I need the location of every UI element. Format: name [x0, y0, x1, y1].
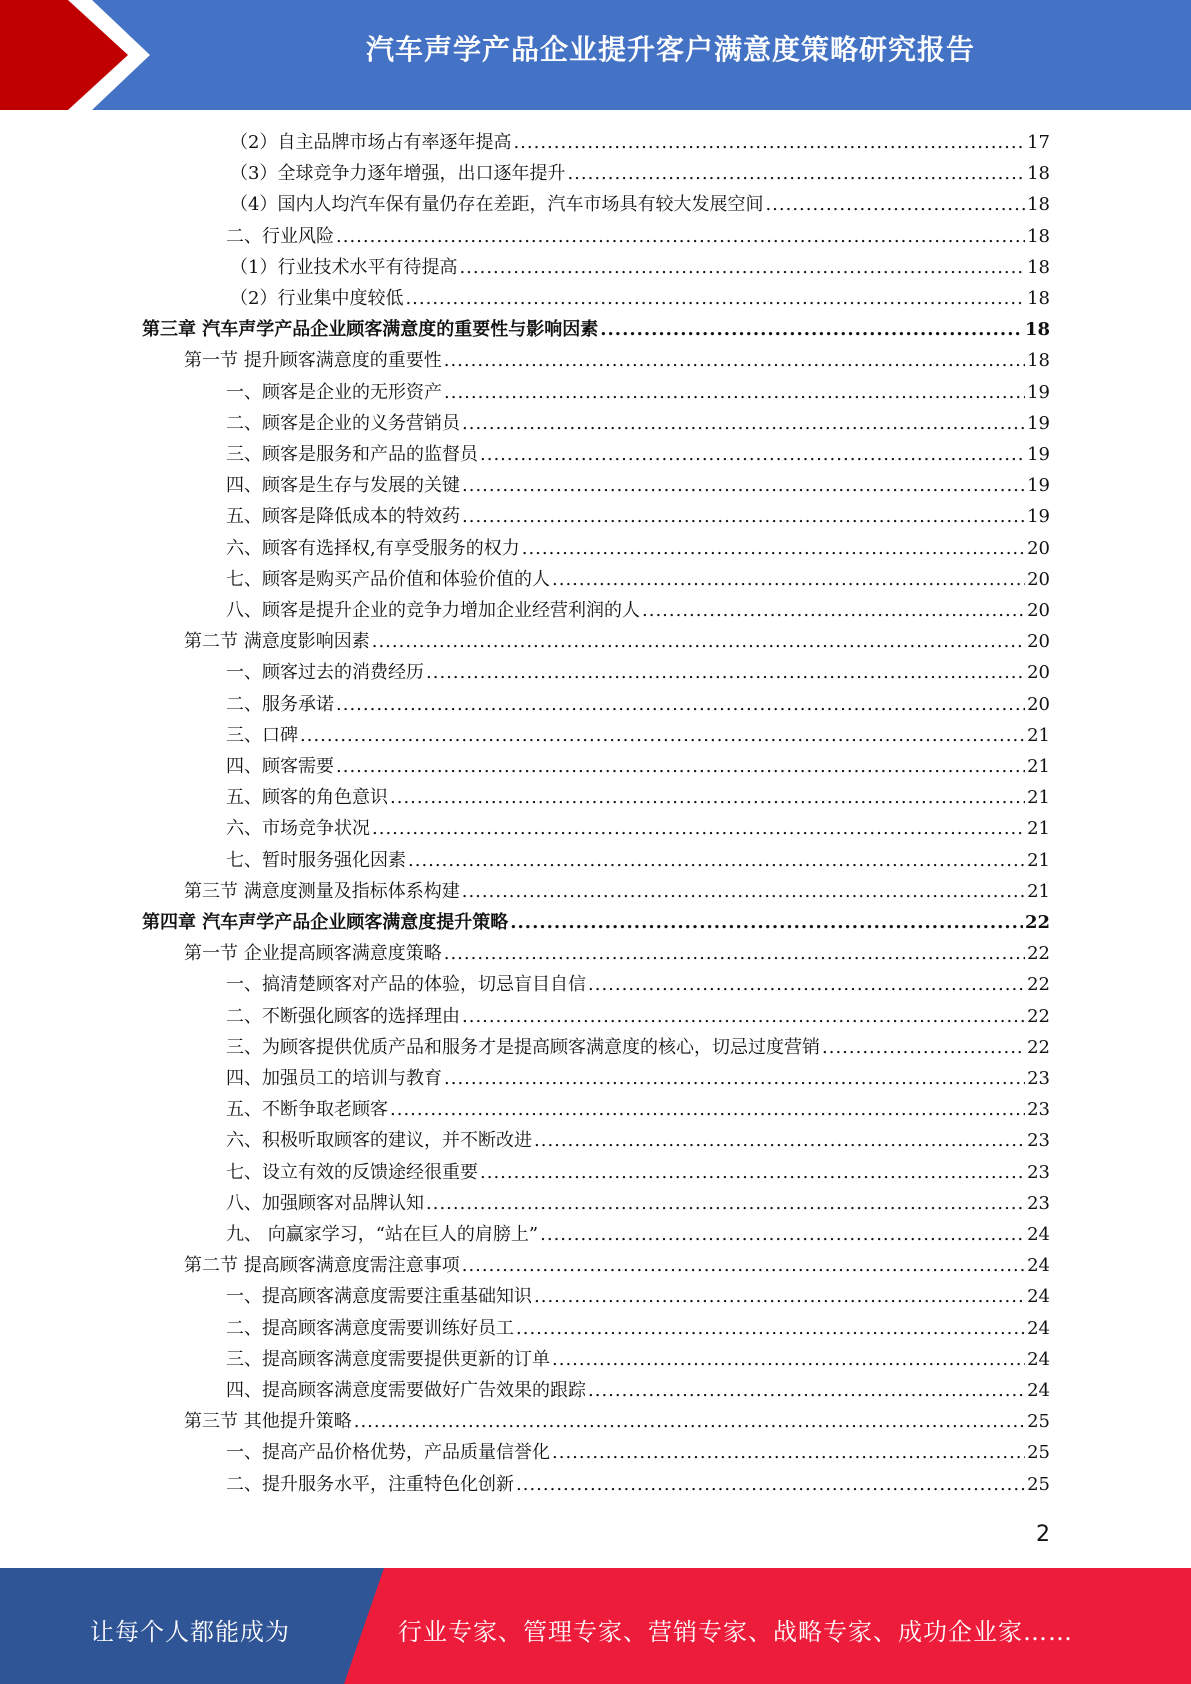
toc-dot-leader: [444, 382, 1025, 404]
toc-entry-title: 第三章 汽车声学产品企业顾客满意度的重要性与影响因素: [142, 319, 599, 341]
toc-entry-title: 第二节 提高顾客满意度需注意事项: [184, 1255, 460, 1277]
toc-entry-page: 25: [1027, 1473, 1050, 1495]
toc-entry-title: （3）全球竞争力逐年增强，出口逐年提升: [230, 163, 566, 185]
toc-entry-title: 四、顾客是生存与发展的关键: [226, 475, 460, 497]
toc-entry-title: 第二节 满意度影响因素: [184, 631, 370, 653]
toc-entry-title: 七、顾客是购买产品价值和体验价值的人: [226, 568, 550, 590]
toc-entry-title: 八、加强顾客对品牌认知: [226, 1192, 424, 1214]
toc-entry-title: 一、提高产品价格优势，产品质量信誉化: [226, 1442, 550, 1464]
toc-dot-leader: [372, 818, 1025, 840]
toc-entry-title: 七、暂时服务强化因素: [226, 849, 406, 871]
toc-dot-leader: [516, 1474, 1025, 1496]
toc-dot-leader: [408, 850, 1025, 872]
toc-entry-page: 19: [1027, 475, 1050, 497]
toc-entry-title: 二、不断强化顾客的选择理由: [226, 1005, 460, 1027]
toc-section-entry[interactable]: [184, 875, 1050, 903]
toc-entry-title: （2）行业集中度较低: [230, 288, 404, 309]
toc-dot-leader: [405, 288, 1025, 310]
toc-entry-title: 四、顾客需要: [226, 756, 334, 777]
toc-entry-title: 三、顾客是服务和产品的监督员: [226, 444, 478, 465]
toc-entry-title: 三、口碑: [226, 724, 298, 746]
toc-dot-leader: [513, 132, 1025, 154]
toc-entry-page: 24: [1027, 1224, 1050, 1245]
toc-entry-title: 一、顾客是企业的无形资产: [226, 381, 442, 403]
toc-dot-leader: [462, 506, 1025, 528]
toc-dot-leader: [336, 694, 1025, 716]
toc-subsection-entry[interactable]: [230, 126, 1050, 154]
toc-dot-leader: [522, 538, 1025, 560]
toc-entry-title: 二、服务承诺: [226, 693, 334, 715]
toc-section-entry[interactable]: [184, 1405, 1050, 1433]
toc-entry-page: 23: [1027, 1099, 1050, 1121]
toc-entry-title: 七、设立有效的反馈途经很重要: [226, 1161, 478, 1183]
toc-dot-leader: [336, 756, 1025, 778]
toc-subsection-entry[interactable]: [226, 781, 1050, 809]
toc-subsection-entry[interactable]: [226, 438, 1050, 466]
toc-entry-page: 23: [1027, 1192, 1050, 1214]
toc-subsection-entry[interactable]: [226, 968, 1050, 996]
toc-entry-title: 二、行业风险: [226, 225, 334, 247]
toc-subsection-entry[interactable]: [230, 157, 1050, 185]
toc-entry-page: 22: [1027, 943, 1050, 965]
toc-dot-leader: [390, 1099, 1025, 1121]
toc-entry-page: 21: [1027, 880, 1050, 902]
toc-entry-page: 21: [1027, 787, 1050, 809]
toc-entry-title: 第一节 企业提高顾客满意度策略: [184, 943, 442, 965]
page-number: 2: [1036, 1522, 1050, 1547]
toc-dot-leader: [642, 600, 1025, 622]
toc-entry-page: 18: [1027, 350, 1050, 372]
toc-entry-title: 八、顾客是提升企业的竞争力增加企业经营利润的人: [226, 600, 640, 621]
toc-entry-page: 18: [1027, 288, 1050, 309]
toc-entry-title: 六、市场竞争状况: [226, 818, 370, 840]
toc-entry-page: 19: [1027, 381, 1050, 403]
toc-dot-leader: [426, 662, 1025, 684]
toc-dot-leader: [516, 1318, 1025, 1340]
toc-subsection-entry[interactable]: [226, 812, 1050, 840]
toc-dot-leader: [462, 413, 1025, 435]
toc-dot-leader: [765, 194, 1025, 216]
toc-subsection-entry[interactable]: [226, 844, 1050, 872]
toc-subsection-entry[interactable]: [226, 1156, 1050, 1184]
toc-dot-leader: [540, 1224, 1025, 1246]
toc-subsection-entry[interactable]: [230, 251, 1050, 279]
toc-entry-page: 20: [1027, 568, 1050, 590]
toc-entry-title: 四、提高顾客满意度需要做好广告效果的跟踪: [226, 1380, 586, 1401]
toc-subsection-entry[interactable]: [226, 407, 1050, 435]
toc-entry-title: 第一节 提升顾客满意度的重要性: [184, 350, 442, 372]
toc-dot-leader: [444, 1068, 1025, 1090]
toc-subsection-entry[interactable]: [226, 1468, 1050, 1496]
toc-dot-leader: [552, 1442, 1025, 1464]
toc-entry-title: 六、顾客有选择权,有享受服务的权力: [226, 537, 520, 559]
toc-entry-page: 22: [1024, 912, 1050, 933]
toc-subsection-entry[interactable]: [226, 750, 1050, 778]
toc-dot-leader: [444, 350, 1025, 372]
toc-dot-leader: [462, 881, 1025, 903]
toc-dot-leader: [300, 725, 1025, 747]
toc-entry-title: （4）国内人均汽车保有量仍存在差距，汽车市场具有较大发展空间: [230, 194, 764, 216]
toc-entry-page: 18: [1024, 319, 1050, 341]
toc-entry-title: 四、加强员工的培训与教育: [226, 1068, 442, 1089]
toc-entry-title: 第三节 满意度测量及指标体系构建: [184, 880, 460, 902]
toc-entry-page: 21: [1027, 818, 1050, 840]
toc-entry-page: 20: [1027, 600, 1050, 621]
toc-entry-title: 一、提高顾客满意度需要注重基础知识: [226, 1286, 532, 1308]
toc-entry-title: 三、为顾客提供优质产品和服务才是提高顾客满意度的核心，切忌过度营销: [226, 1036, 820, 1058]
toc-subsection-entry[interactable]: [226, 220, 1050, 248]
toc-dot-leader: [600, 319, 1023, 341]
toc-entry-title: 九、 向赢家学习，“站在巨人的肩膀上”: [226, 1224, 539, 1245]
toc-entry-page: 24: [1027, 1380, 1050, 1401]
toc-subsection-entry[interactable]: [226, 1374, 1050, 1402]
toc-subsection-entry[interactable]: [226, 1343, 1050, 1371]
page-footer: [0, 1568, 1191, 1684]
toc-entry-title: 第四章 汽车声学产品企业顾客满意度提升策略: [142, 912, 509, 933]
report-title: 汽车声学产品企业提升客户满意度策略研究报告: [365, 33, 975, 66]
page-header: [0, 0, 1191, 110]
toc-subsection-entry[interactable]: [226, 563, 1050, 591]
toc-entry-page: 17: [1027, 132, 1050, 153]
toc-dot-leader: [510, 912, 1023, 934]
toc-entry-title: 五、顾客是降低成本的特效药: [226, 506, 460, 528]
toc-dot-leader: [480, 444, 1025, 466]
toc-dot-leader: [534, 1286, 1025, 1308]
toc-entry-page: 21: [1027, 849, 1050, 871]
toc-entry-title: 五、顾客的角色意识: [226, 787, 388, 809]
toc-subsection-entry[interactable]: [226, 594, 1050, 622]
toc-dot-leader: [444, 943, 1025, 965]
toc-subsection-entry[interactable]: [226, 1124, 1050, 1152]
toc-subsection-entry[interactable]: [226, 719, 1050, 747]
toc-subsection-entry[interactable]: [226, 1187, 1050, 1215]
toc-subsection-entry[interactable]: [226, 1280, 1050, 1308]
toc-dot-leader: [480, 1162, 1025, 1184]
toc-chapter-entry[interactable]: [142, 906, 1050, 934]
toc-entry-page: 20: [1027, 537, 1050, 559]
footer-slogan-right: 行业专家、管理专家、营销专家、战略专家、成功企业家……: [398, 1618, 1073, 1646]
toc-entry-page: 18: [1027, 256, 1050, 278]
toc-subsection-entry[interactable]: [226, 1031, 1050, 1059]
toc-entry-page: 25: [1027, 1411, 1050, 1433]
toc-entry-title: （1）行业技术水平有待提高: [230, 256, 458, 278]
toc-subsection-entry[interactable]: [226, 500, 1050, 528]
toc-subsection-entry[interactable]: [226, 1312, 1050, 1340]
toc-entry-page: 21: [1027, 724, 1050, 746]
toc-dot-leader: [588, 974, 1025, 996]
toc-entry-page: 24: [1027, 1348, 1050, 1370]
toc-entry-page: 22: [1027, 1005, 1050, 1027]
toc-subsection-entry[interactable]: [226, 688, 1050, 716]
toc-subsection-entry[interactable]: [226, 1062, 1050, 1090]
toc-entry-page: 23: [1027, 1161, 1050, 1183]
toc-dot-leader: [534, 1130, 1025, 1152]
toc-entry-page: 24: [1027, 1317, 1050, 1339]
toc-entry-title: 二、提升服务水平，注重特色化创新: [226, 1473, 514, 1495]
toc-entry-title: 三、提高顾客满意度需要提供更新的订单: [226, 1348, 550, 1370]
toc-entry-page: 22: [1027, 1036, 1050, 1058]
toc-dot-leader: [552, 569, 1025, 591]
toc-dot-leader: [372, 631, 1025, 653]
toc-entry-page: 23: [1027, 1130, 1050, 1152]
toc-dot-leader: [426, 1193, 1025, 1215]
toc-entry-page: 19: [1027, 506, 1050, 528]
toc-entry-title: （2）自主品牌市场占有率逐年提高: [230, 132, 512, 153]
toc-entry-title: 六、积极听取顾客的建议，并不断改进: [226, 1130, 532, 1152]
toc-entry-title: 五、不断争取老顾客: [226, 1099, 388, 1121]
toc-subsection-entry[interactable]: [230, 188, 1050, 216]
toc-entry-page: 20: [1027, 631, 1050, 653]
toc-subsection-entry[interactable]: [226, 656, 1050, 684]
toc-entry-page: 20: [1027, 662, 1050, 684]
toc-dot-leader: [336, 226, 1025, 248]
toc-section-entry[interactable]: [184, 625, 1050, 653]
toc-subsection-entry[interactable]: [226, 469, 1050, 497]
toc-subsection-entry[interactable]: [226, 1093, 1050, 1121]
toc-section-entry[interactable]: [184, 937, 1050, 965]
toc-dot-leader: [552, 1349, 1025, 1371]
toc-entry-title: 一、顾客过去的消费经历: [226, 662, 424, 684]
toc-entry-page: 24: [1027, 1286, 1050, 1308]
toc-entry-title: 第三节 其他提升策略: [184, 1411, 352, 1433]
toc-entry-page: 22: [1027, 974, 1050, 996]
toc-dot-leader: [588, 1380, 1025, 1402]
toc-entry-page: 18: [1027, 163, 1050, 185]
toc-entry-title: 二、提高顾客满意度需要训练好员工: [226, 1317, 514, 1339]
toc-dot-leader: [354, 1411, 1025, 1433]
toc-entry-title: 二、顾客是企业的义务营销员: [226, 412, 460, 434]
toc-subsection-entry[interactable]: [226, 532, 1050, 560]
toc-subsection-entry[interactable]: [226, 1218, 1050, 1246]
toc-entry-page: 19: [1027, 444, 1050, 465]
toc-dot-leader: [567, 163, 1025, 185]
toc-entry-title: 一、搞清楚顾客对产品的体验，切忌盲目自信: [226, 974, 586, 996]
toc-section-entry[interactable]: [184, 1249, 1050, 1277]
toc-entry-page: 21: [1027, 756, 1050, 777]
toc-dot-leader: [459, 257, 1025, 279]
toc-entry-page: 24: [1027, 1255, 1050, 1277]
toc-section-entry[interactable]: [184, 344, 1050, 372]
toc-dot-leader: [822, 1037, 1025, 1059]
toc-entry-page: 19: [1027, 412, 1050, 434]
toc-entry-page: 18: [1027, 194, 1050, 216]
toc-dot-leader: [390, 787, 1025, 809]
toc-dot-leader: [462, 1255, 1025, 1277]
toc-subsection-entry[interactable]: [226, 1000, 1050, 1028]
toc-subsection-entry[interactable]: [226, 376, 1050, 404]
toc-chapter-entry[interactable]: [142, 313, 1050, 341]
toc-entry-page: 20: [1027, 693, 1050, 715]
toc-entry-page: 25: [1027, 1442, 1050, 1464]
toc-subsection-entry[interactable]: [226, 1436, 1050, 1464]
toc-entry-page: 23: [1027, 1068, 1050, 1089]
toc-subsection-entry[interactable]: [230, 282, 1050, 310]
footer-slogan-left: 让每个人都能成为: [90, 1618, 290, 1646]
toc-entry-page: 18: [1027, 225, 1050, 247]
toc-dot-leader: [462, 475, 1025, 497]
toc-dot-leader: [462, 1006, 1025, 1028]
